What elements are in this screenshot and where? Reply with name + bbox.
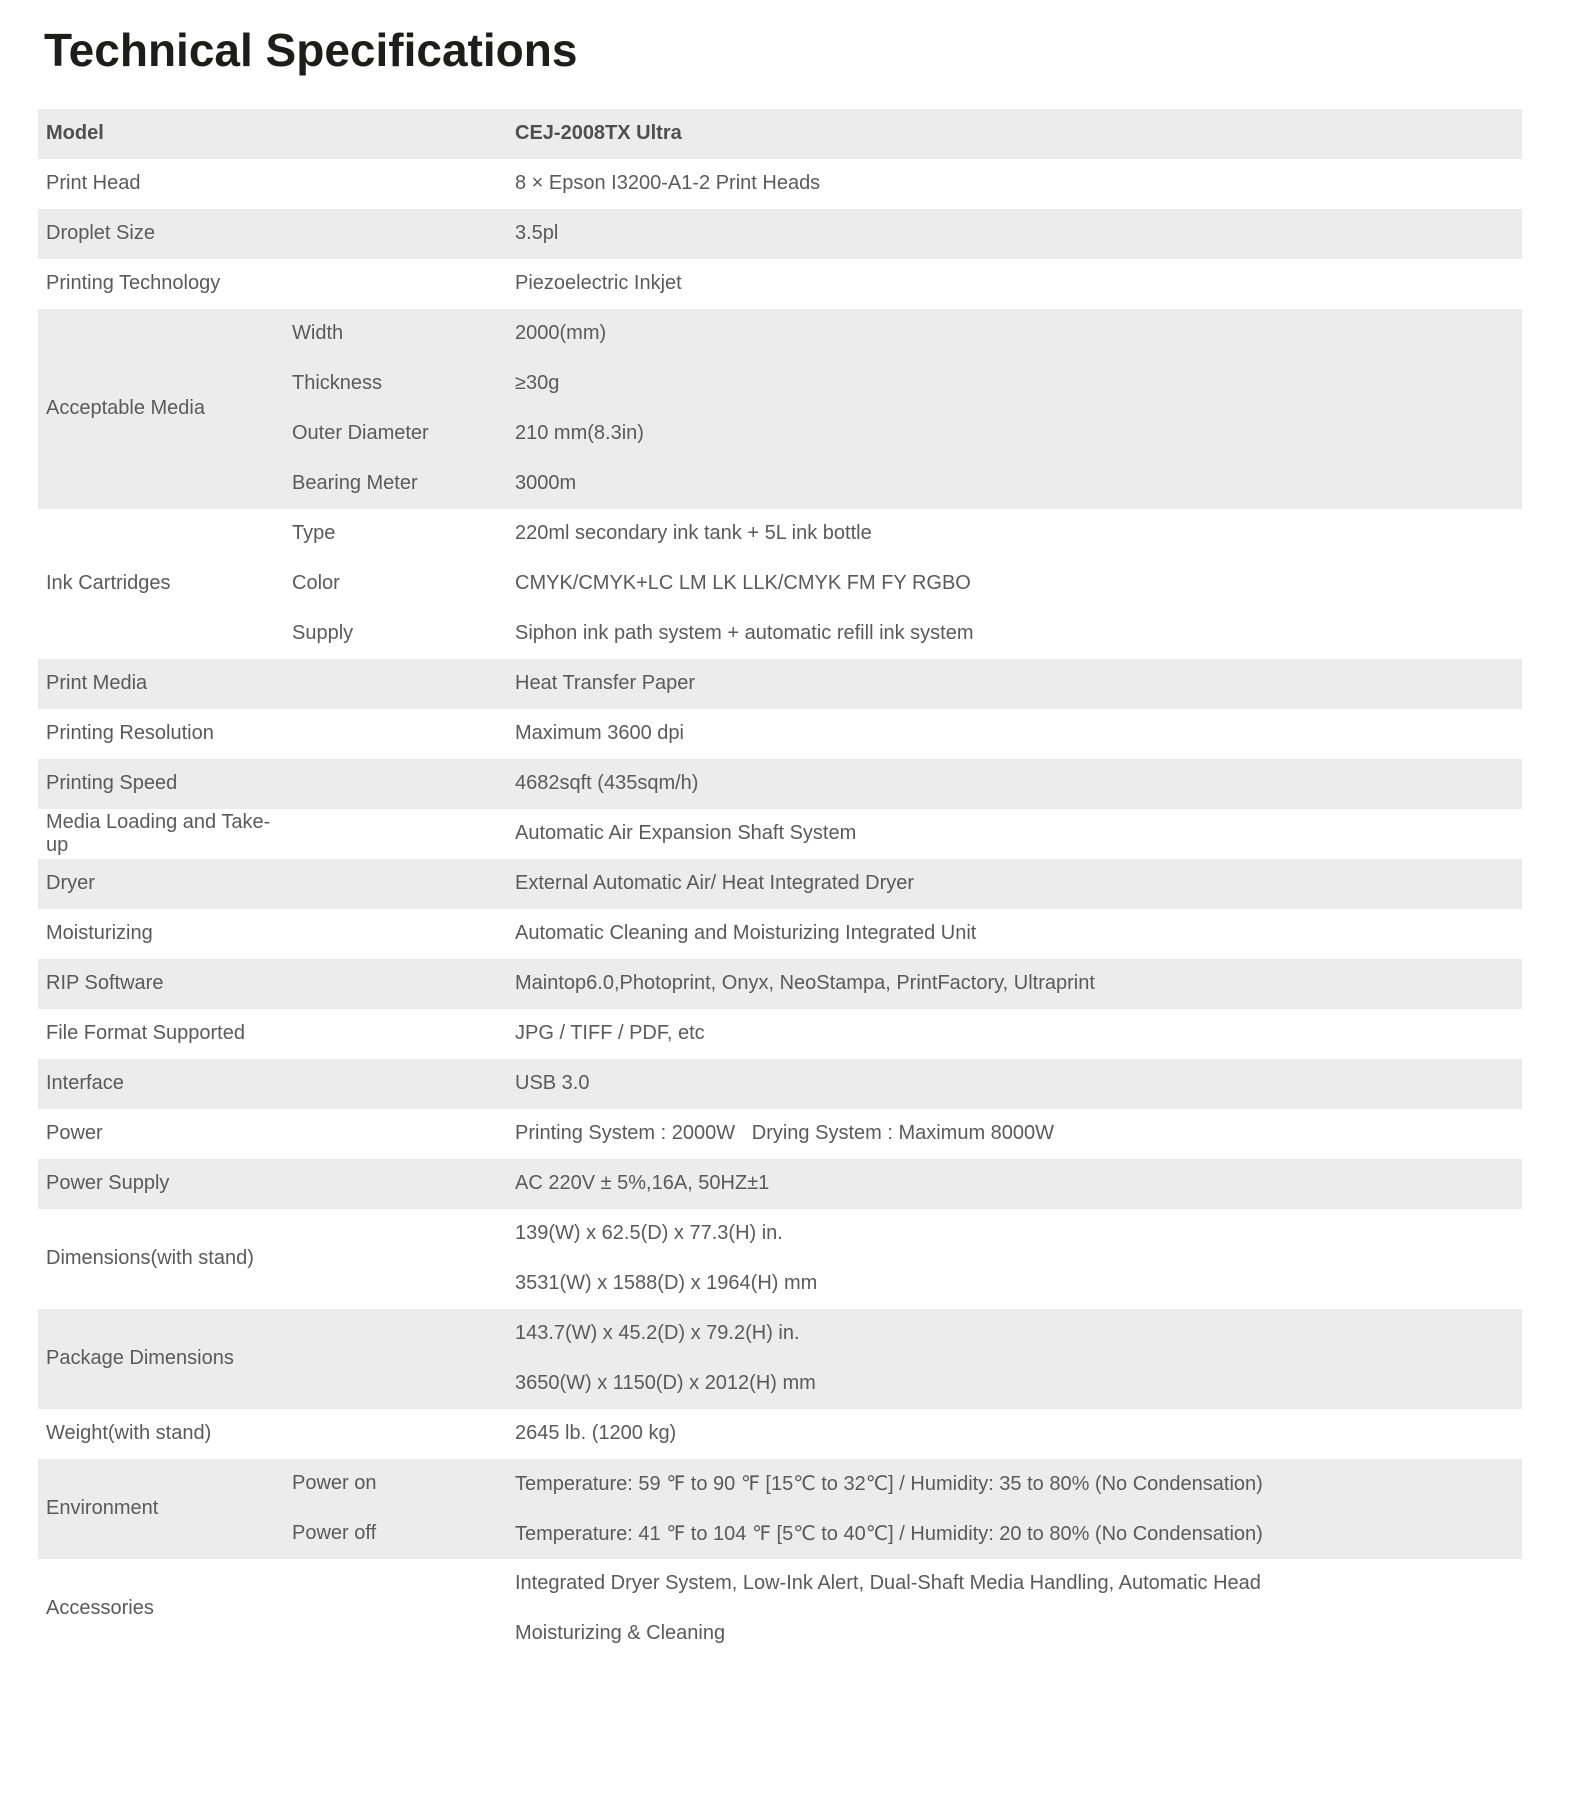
spec-row-droplet-size <box>38 209 1522 259</box>
spec-value-power-supply: AC 220V ± 5%,16A, 50HZ±1 <box>515 1172 770 1195</box>
spec-sublabel-thickness: Thickness <box>292 372 383 395</box>
spec-value-model: CEJ-2008TX Ultra <box>515 122 682 145</box>
spec-sub-spacer <box>292 809 515 859</box>
spec-value-accessories-line2: Moisturizing & Cleaning <box>515 1622 726 1645</box>
spec-value-accessories-line1: Integrated Dryer System, Low-Ink Alert, Dual-Shaft Media Handling, Automatic Head <box>515 1572 1261 1595</box>
spec-sub-spacer <box>292 1409 515 1459</box>
spec-sub-spacer <box>292 1009 515 1059</box>
spec-value-dimensions-in: 139(W) x 62.5(D) x 77.3(H) in. <box>515 1222 783 1245</box>
spec-label-file-format: File Format Supported <box>46 1022 245 1045</box>
spec-label-media-loading: Media Loading and Take-up <box>46 810 271 856</box>
spec-label-acceptable-media: Acceptable Media <box>46 397 205 420</box>
spec-row-printing-technology <box>38 259 1522 309</box>
spec-label-rip-software: RIP Software <box>46 972 164 995</box>
spec-sub-spacer <box>292 1559 515 1609</box>
spec-label-printing-resolution: Printing Resolution <box>46 722 214 745</box>
spec-value-package-in: 143.7(W) x 45.2(D) x 79.2(H) in. <box>515 1322 800 1345</box>
spec-row-file-format <box>38 1009 1522 1059</box>
spec-value-droplet-size: 3.5pl <box>515 222 559 245</box>
spec-sub-spacer <box>292 859 515 909</box>
spec-row-moisturizing <box>38 909 1522 959</box>
spec-subrow-dimensions-in <box>292 1209 1522 1259</box>
spec-row-dimensions <box>38 1209 1522 1309</box>
spec-subrow-bearing-meter <box>292 459 1522 509</box>
spec-value-printing-speed: 4682sqft (435sqm/h) <box>515 772 699 795</box>
spec-subrow-outer-diameter <box>292 409 1522 459</box>
spec-value-moisturizing: Automatic Cleaning and Moisturizing Integrated Unit <box>515 922 977 945</box>
spec-value-package-mm: 3650(W) x 1150(D) x 2012(H) mm <box>515 1372 816 1395</box>
spec-sublabel-type: Type <box>292 522 336 545</box>
spec-value-bearing-meter: 3000m <box>515 472 577 495</box>
spec-label-dryer: Dryer <box>46 872 95 895</box>
spec-subrow-accessories-line2 <box>292 1609 1522 1659</box>
spec-value-thickness: ≥30g <box>515 372 560 395</box>
spec-row-accessories <box>38 1559 1522 1659</box>
spec-value-rip-software: Maintop6.0,Photoprint, Onyx, NeoStampa, PrintFactory, Ultraprint <box>515 972 1095 995</box>
spec-subrow-type <box>292 509 1522 559</box>
spec-sub-spacer <box>292 659 515 709</box>
spec-value-weight: 2645 lb. (1200 kg) <box>515 1422 677 1445</box>
spec-subrows-environment <box>292 1459 1522 1559</box>
spec-subrow-accessories-line1 <box>292 1559 1522 1609</box>
spec-sub-spacer <box>292 1109 515 1159</box>
spec-row-model <box>38 109 1522 159</box>
spec-sublabel-bearing-meter: Bearing Meter <box>292 472 418 495</box>
spec-subrow-supply <box>292 609 1522 659</box>
spec-value-type: 220ml secondary ink tank + 5L ink bottle <box>515 522 872 545</box>
spec-label-weight: Weight(with stand) <box>46 1422 212 1445</box>
spec-row-power <box>38 1109 1522 1159</box>
spec-row-interface <box>38 1059 1522 1109</box>
spec-value-dimensions-mm: 3531(W) x 1588(D) x 1964(H) mm <box>515 1272 818 1295</box>
spec-value-color: CMYK/CMYK+LC LM LK LLK/CMYK FM FY RGBO <box>515 572 971 595</box>
spec-label-accessories: Accessories <box>46 1597 154 1620</box>
spec-subrow-dimensions-mm <box>292 1259 1522 1309</box>
spec-row-weight <box>38 1409 1522 1459</box>
spec-value-print-head: 8 × Epson I3200-A1-2 Print Heads <box>515 172 821 195</box>
spec-label-dimensions: Dimensions(with stand) <box>46 1247 254 1270</box>
spec-table <box>38 109 1522 1659</box>
spec-subrow-width <box>292 309 1522 359</box>
spec-subrow-thickness <box>292 359 1522 409</box>
spec-row-ink-cartridges <box>38 509 1522 659</box>
spec-subrow-power-on <box>292 1459 1522 1509</box>
spec-subrows-acceptable-media <box>292 309 1522 509</box>
spec-sublabel-width: Width <box>292 322 344 345</box>
spec-sub-spacer <box>292 159 515 209</box>
spec-label-print-media: Print Media <box>46 672 148 695</box>
spec-subrow-package-mm <box>292 1359 1522 1409</box>
spec-row-acceptable-media <box>38 309 1522 509</box>
spec-label-printing-speed: Printing Speed <box>46 772 178 795</box>
spec-sub-spacer <box>292 109 515 159</box>
spec-sub-spacer <box>292 209 515 259</box>
spec-sub-spacer <box>292 1359 515 1409</box>
spec-subrows-ink-cartridges <box>292 509 1522 659</box>
spec-label-model: Model <box>46 122 104 145</box>
spec-label-interface: Interface <box>46 1072 124 1095</box>
spec-row-package-dimensions <box>38 1309 1522 1409</box>
spec-value-dryer: External Automatic Air/ Heat Integrated Dryer <box>515 872 915 895</box>
spec-label-ink-cartridges: Ink Cartridges <box>46 572 171 595</box>
spec-row-rip-software <box>38 959 1522 1009</box>
spec-subrows-accessories <box>292 1559 1522 1659</box>
spec-sub-spacer <box>292 1059 515 1109</box>
spec-sublabel-color: Color <box>292 572 340 595</box>
spec-sub-spacer <box>292 1609 515 1659</box>
spec-sub-spacer <box>292 1259 515 1309</box>
spec-value-printing-resolution: Maximum 3600 dpi <box>515 722 684 745</box>
spec-value-power-off: Temperature: 41 ℉ to 104 ℉ [5℃ to 40℃] / Humidity: 20 to 80% (No Condensation) <box>515 1523 1263 1546</box>
spec-sub-spacer <box>292 759 515 809</box>
spec-sublabel-power-off: Power off <box>292 1522 377 1545</box>
spec-sub-spacer <box>292 1209 515 1259</box>
spec-subrow-package-in <box>292 1309 1522 1359</box>
spec-value-power-on: Temperature: 59 ℉ to 90 ℉ [15℃ to 32℃] / Humidity: 35 to 80% (No Condensation) <box>515 1473 1263 1496</box>
spec-row-environment <box>38 1459 1522 1559</box>
spec-row-printing-resolution <box>38 709 1522 759</box>
spec-label-package-dimensions: Package Dimensions <box>46 1347 234 1370</box>
spec-value-print-media: Heat Transfer Paper <box>515 672 696 695</box>
spec-label-power-supply: Power Supply <box>46 1172 170 1195</box>
spec-row-dryer <box>38 859 1522 909</box>
spec-value-media-loading: Automatic Air Expansion Shaft System <box>515 822 857 845</box>
spec-label-moisturizing: Moisturizing <box>46 922 153 945</box>
spec-row-printing-speed <box>38 759 1522 809</box>
spec-sub-spacer <box>292 259 515 309</box>
spec-row-print-head <box>38 159 1522 209</box>
spec-sub-spacer <box>292 1309 515 1359</box>
spec-sublabel-supply: Supply <box>292 622 354 645</box>
spec-value-supply: Siphon ink path system + automatic refill ink system <box>515 622 974 645</box>
spec-value-outer-diameter: 210 mm(8.3in) <box>515 422 644 445</box>
spec-subrows-package-dimensions <box>292 1309 1522 1409</box>
spec-sub-spacer <box>292 709 515 759</box>
spec-subrow-power-off <box>292 1509 1522 1559</box>
spec-label-print-head: Print Head <box>46 172 141 195</box>
spec-value-width: 2000(mm) <box>515 322 607 345</box>
spec-value-interface: USB 3.0 <box>515 1072 590 1095</box>
page-title: Technical Specifications <box>44 24 578 76</box>
spec-sublabel-power-on: Power on <box>292 1472 377 1495</box>
spec-label-environment: Environment <box>46 1497 159 1520</box>
spec-subrows-dimensions <box>292 1209 1522 1309</box>
spec-sub-spacer <box>292 1159 515 1209</box>
spec-value-power: Printing System : 2000W Drying System : Maximum 8000W <box>515 1122 1055 1145</box>
spec-row-media-loading <box>38 809 1522 859</box>
spec-row-print-media <box>38 659 1522 709</box>
spec-row-power-supply <box>38 1159 1522 1209</box>
spec-label-printing-technology: Printing Technology <box>46 272 221 295</box>
spec-label-droplet-size: Droplet Size <box>46 222 155 245</box>
spec-value-printing-technology: Piezoelectric Inkjet <box>515 272 682 295</box>
spec-label-power: Power <box>46 1122 103 1145</box>
spec-sub-spacer <box>292 909 515 959</box>
spec-value-file-format: JPG / TIFF / PDF, etc <box>515 1022 705 1045</box>
spec-sub-spacer <box>292 959 515 1009</box>
spec-subrow-color <box>292 559 1522 609</box>
spec-sublabel-outer-diameter: Outer Diameter <box>292 422 429 445</box>
